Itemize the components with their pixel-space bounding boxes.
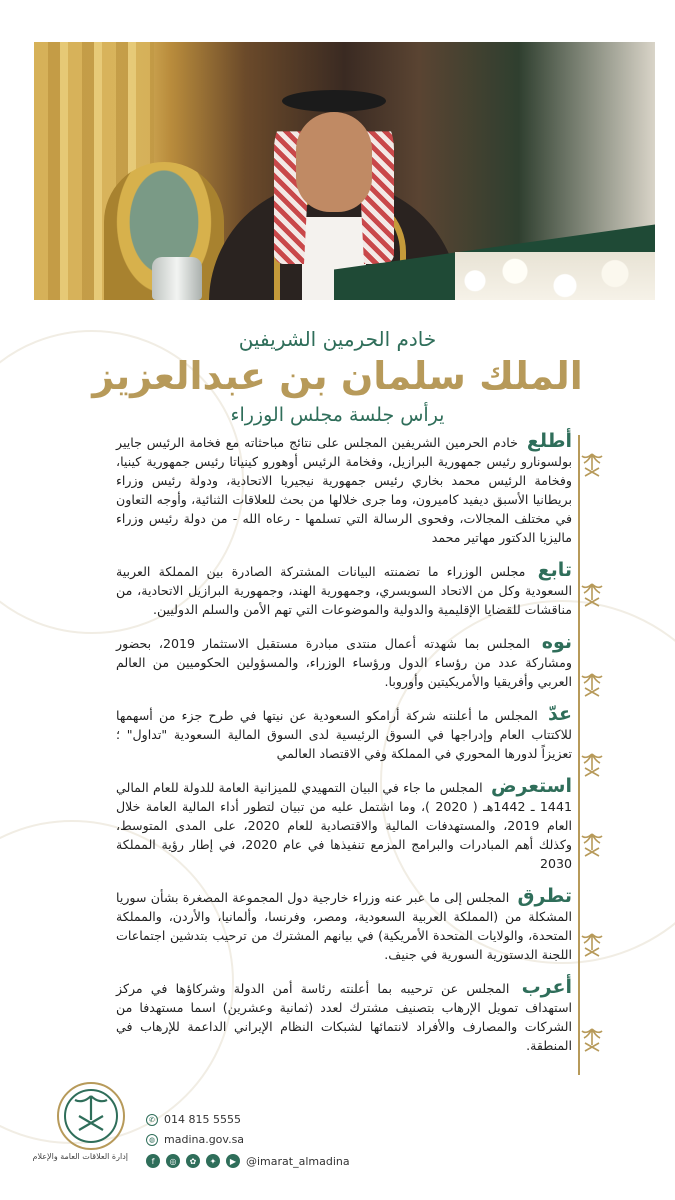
paragraph-keyword: عدّ	[548, 703, 572, 725]
social-links	[146, 1154, 350, 1168]
water-jug	[152, 257, 202, 300]
globe-icon: ◍	[146, 1134, 158, 1146]
phone-number: 014 815 5555	[164, 1113, 241, 1126]
paragraph-text: المجلس ما أعلنته شركة أرامكو السعودية عن نيتها في طرح جزء من أسهمها للاكتتاب العام وإدراجها في السوق الرئيسية لدى السوق المالية السعودية "تداول" ؛ تعزيزاً لدورها المحوري في المملكة وفي الاقتصاد العالمي	[116, 708, 572, 761]
paragraph	[116, 777, 572, 873]
paragraph-text: المجلس عن ترحيبه بما أعلنته رئاسة أمن الدولة وشركاؤها في مركز استهداف تمويل الإرهاب بتصنيف مشترك لعدد (ثمانية وعشرين) اسما مستهدفا من الشركات والمصارف والأفراد لانتمائها لشبكات النظام الإيراني الداعمة للإرهاب في المنطقة.	[116, 981, 572, 1053]
phone-icon: ✆	[146, 1114, 158, 1126]
agal	[282, 90, 386, 112]
paragraph-keyword: أعرب	[521, 976, 572, 998]
news-content	[116, 432, 572, 1068]
twitter-icon[interactable]: ✦	[206, 1154, 220, 1168]
facebook-icon[interactable]: f	[146, 1154, 160, 1168]
palm-swords-icon	[580, 830, 604, 860]
page-title: الملك سلمان بن عبدالعزيز	[92, 354, 583, 398]
website-link: madina.gov.sa	[164, 1133, 245, 1146]
paragraph	[116, 633, 572, 691]
paragraph	[116, 432, 572, 547]
palm-swords-icon	[580, 750, 604, 780]
paragraph	[116, 561, 572, 619]
paragraph-text: المجلس بما شهدته أعمال منتدى مبادرة مستقبل الاستثمار 2019، بحضور ومشاركة عدد من رؤساء الدول ورؤساء الوزراء، والمسؤولين الحكوميين من العالم العربي وأفريقيا والأمريكيتين وأوروبا.	[116, 636, 572, 689]
palm-swords-icon	[580, 1025, 604, 1055]
youtube-icon[interactable]: ▶	[226, 1154, 240, 1168]
title-line1: خادم الحرمين الشريفين	[238, 327, 437, 351]
palm-swords-icon	[580, 580, 604, 610]
contact-phone[interactable]	[146, 1113, 241, 1126]
palm-swords-icon	[580, 930, 604, 960]
flowers	[455, 252, 655, 300]
department-name: إدارة العلاقات العامة والإعلام	[32, 1152, 128, 1161]
paragraph-text: المجلس ما جاء في البيان التمهيدي للميزانية العامة للدولة للعام المالي 1441 ـ 1442هـ ( 2020 )، وما اشتمل عليه من تبيان لتطور أداء المالية العامة خلال العام 2019، والمستهدفات المالية والاقتصادية للعام 2020، على المدى المتوسط، وكذلك أهم المبادرات والبرامج المزمع تنفيذها في عام 2020، في إطار رؤية المملكة 2030	[116, 780, 572, 871]
paragraph-keyword: تطرق	[517, 885, 572, 907]
paragraph-keyword: استعرض	[490, 775, 572, 797]
paragraph	[116, 705, 572, 763]
instagram-icon[interactable]: ◎	[166, 1154, 180, 1168]
title-line3: يرأس جلسة مجلس الوزراء	[230, 404, 445, 426]
social-handle[interactable]: @imarat_almadina	[246, 1154, 350, 1168]
palm-swords-icon	[580, 450, 604, 480]
palm-swords-icon	[580, 670, 604, 700]
contact-website[interactable]	[146, 1133, 244, 1146]
paragraph-keyword: نوه	[541, 631, 572, 653]
paragraph-text: مجلس الوزراء ما تضمنته البيانات المشتركة الصادرة بين المملكة العربية السعودية وكل من الاتحاد السويسري، وجمهورية الهند، وجمهورية البرازيل الاتحادية، من مناقشات للقضايا الإقليمية والدولية والموضوعات التي تهم الأمن والسلم الدوليين.	[116, 564, 572, 617]
paragraph-keyword: تابع	[537, 559, 572, 581]
paragraph-text: المجلس إلى ما عبر عنه وزراء خارجية دول المجموعة المصغرة بشأن سوريا المشكلة من (المملكة العربية السعودية، ومصر، وفرنسا، وألمانيا، والأردن، والمملكة المتحدة، والولايات المتحدة الأمريكية) في بيانهم المشترك من ترحيب بتدشين اجتماعات اللجنة الدستورية السورية في جنيف.	[116, 890, 572, 962]
king-photo	[34, 42, 655, 300]
paragraph	[116, 887, 572, 964]
paragraph-text: خادم الحرمين الشريفين المجلس على نتائج مباحثاته مع فخامة الرئيس جايير بولسونارو رئيس جمهورية البرازيل، وفخامة الرئيس أوهورو كينياتا رئيس جمهورية كينيا، وفخامة الرئيس محمد بخاري رئيس جمهورية نيجيريا الاتحادية، ودولة رئيس وزراء بريطانيا الأسبق ديفيد كاميرون، وما جرى خلالها من بحث للعلاقات الثنائية، وأوجه التعاون في مختلف المجالات، وفحوى الرسالة التي تسلمها - رعاه الله - من دولة رئيس وزراء ماليزيا الدكتور مهاتير محمد	[116, 435, 572, 545]
paragraph	[116, 978, 572, 1055]
snapchat-icon[interactable]: ✿	[186, 1154, 200, 1168]
emirate-emblem-icon	[55, 1080, 127, 1152]
face	[296, 112, 372, 212]
paragraph-keyword: أطلع	[526, 430, 572, 452]
